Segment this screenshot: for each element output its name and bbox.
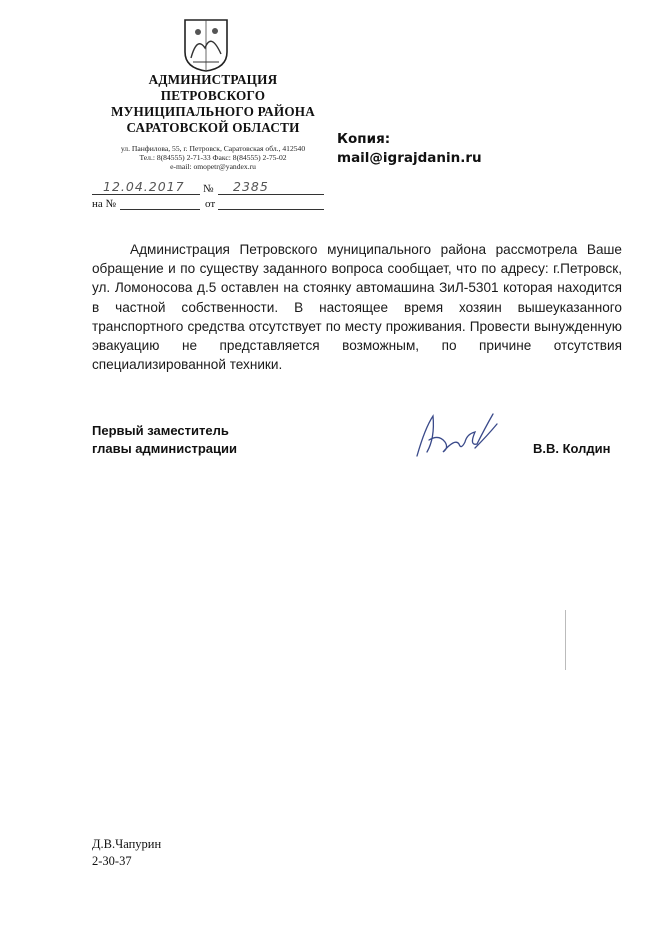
org-name-line3: МУНИЦИПАЛЬНОГО РАЙОНА — [110, 104, 315, 119]
signatory-position-line2: главы администрации — [92, 441, 237, 456]
registration-number-handwritten: 2385 — [233, 179, 269, 194]
org-name-line4: САРАТОВСКОЙ ОБЛАСТИ — [126, 120, 300, 135]
ref-prefix: на № — [92, 198, 117, 210]
scan-edge-mark — [565, 610, 566, 670]
org-name-line1: АДМИНИСТРАЦИЯ — [148, 72, 278, 87]
copy-label: Копия: — [337, 131, 391, 147]
date-line — [92, 194, 200, 195]
org-phone-fax: Тел.: 8(84555) 2-71-33 Факс: 8(84555) 2-75-02 — [139, 153, 287, 162]
copy-email: mail@igrajdanin.ru — [337, 150, 482, 166]
body-paragraph: Администрация Петровского муниципального района рассмотрела Ваше обращение и по существу заданного вопроса сообщает, что по адресу: г.Петровск, ул. Ломоносова д.5 оставлен на стоянку автомашина ЗиЛ-5301 которая находится в частной собственности. В настоящее время хозяин вышеуказанного транспортного средства отсутствует по месту проживания. Провести вынужденную эвакуацию не представляется возможным, по причине отсутствия специализированной техники. — [92, 242, 622, 373]
executor-name: Д.В.Чапурин — [92, 837, 162, 851]
coat-of-arms-emblem — [183, 18, 229, 72]
org-email: e-mail: omopetr@yandex.ru — [170, 162, 256, 171]
ref-number-line — [120, 209, 200, 210]
org-address: ул. Панфилова, 55, г. Петровск, Саратовская обл., 412540 — [120, 144, 306, 153]
signatory-position-line1: Первый заместитель — [92, 423, 229, 438]
letter-body — [92, 240, 622, 374]
org-name-line2: ПЕТРОВСКОГО — [160, 88, 266, 103]
number-sign: № — [203, 183, 214, 195]
ref-date-line — [218, 209, 324, 210]
executor-phone: 2-30-37 — [92, 854, 132, 868]
number-line — [218, 194, 324, 195]
handwritten-signature — [405, 408, 500, 460]
ref-from: от — [205, 198, 216, 210]
registration-date-handwritten: 12.04.2017 — [103, 179, 185, 194]
signatory-name: В.В. Колдин — [533, 441, 611, 456]
